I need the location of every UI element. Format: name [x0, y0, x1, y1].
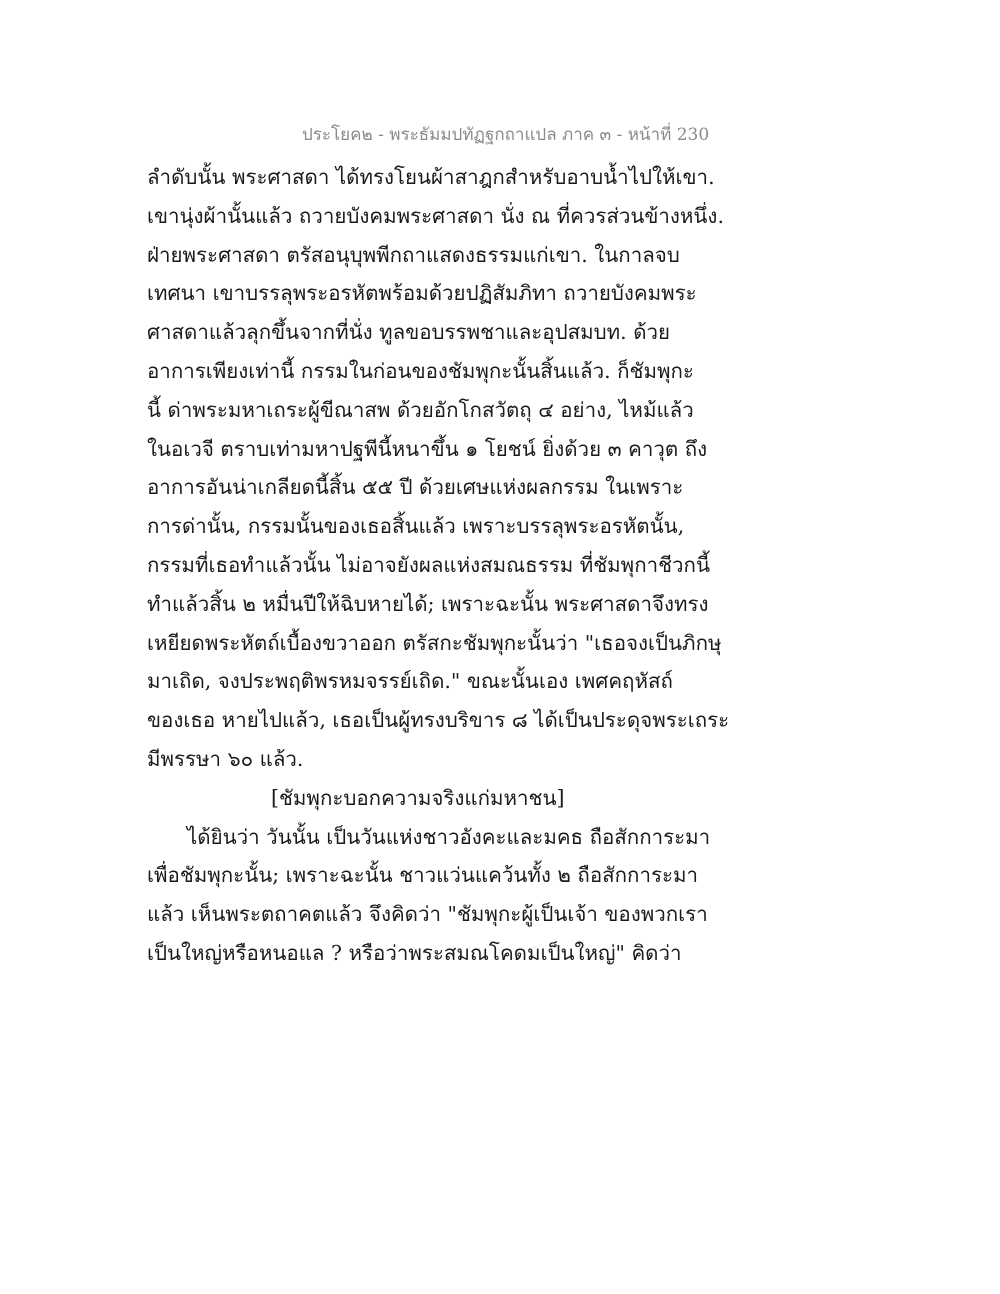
text-line: การด่านั้น, กรรมนั้นของเธอสิ้นแล้ว เพราะบรรลุพระอรหัตนั้น,	[147, 514, 685, 539]
text-line: ของเธอ หายไปแล้ว, เธอเป็นผู้ทรงบริขาร ๘ ได้เป็นประดุจพระเถระ	[147, 708, 730, 733]
section-heading: [ชัมพุกะบอกความจริงแก่มหาชน]	[271, 785, 565, 810]
text-line: เป็นใหญ่หรือหนอแล ? หรือว่าพระสมณโคดมเป็นใหญ่" คิดว่า	[147, 940, 682, 965]
body-text	[147, 158, 730, 973]
text-line: เพื่อชัมพุกะนั้น; เพราะฉะนั้น ชาวแว่นแคว้นทั้ง ๒ ถือสักการะมา	[147, 863, 699, 888]
text-line: ทำแล้วสิ้น ๒ หมื่นปีให้ฉิบหายได้; เพราะฉะนั้น พระศาสดาจึงทรง	[147, 591, 709, 616]
text-line: เหยียดพระหัตถ์เบื้องขวาออก ตรัสกะชัมพุกะนั้นว่า "เธอจงเป็นภิกษุ	[147, 630, 722, 655]
text-line: เทศนา เขาบรรลุพระอรหัตพร้อมด้วยปฏิสัมภิทา ถวายบังคมพระ	[147, 281, 697, 306]
text-line: อาการเพียงเท่านี้ กรรมในก่อนของชัมพุกะนั้นสิ้นแล้ว. ก็ชัมพุกะ	[147, 358, 694, 383]
text-line: นี้ ด่าพระมหาเถระผู้ขีณาสพ ด้วยอักโกสวัตถุ ๔ อย่าง, ไหม้แล้ว	[147, 397, 694, 422]
text-line: แล้ว เห็นพระตถาคตแล้ว จึงคิดว่า "ชัมพุกะผู้เป็นเจ้า ของพวกเรา	[147, 902, 708, 927]
text-line: ลำดับนั้น พระศาสดา ได้ทรงโยนผ้าสาฎกสำหรับอาบน้ำไปให้เขา.	[147, 165, 715, 189]
running-header: ประโยค๒ - พระธัมมปทัฏฐกถาแปล ภาค ๓ - หน้าที่ 230	[302, 125, 710, 145]
text-line: มาเถิด, จงประพฤติพรหมจรรย์เถิด." ขณะนั้นเอง เพศคฤหัสถ์	[147, 669, 673, 694]
text-line: กรรมที่เธอทำแล้วนั้น ไม่อาจยังผลแห่งสมณธรรม ที่ชัมพุกาชีวกนี้	[147, 552, 710, 577]
text-line: เขานุ่งผ้านั้นแล้ว ถวายบังคมพระศาสดา นั่ง ณ ที่ควรส่วนข้างหนึ่ง.	[147, 203, 724, 228]
text-line: ได้ยินว่า วันนั้น เป็นวันแห่งชาวอังคะและมคธ ถือสักการะมา	[187, 824, 711, 849]
text-line: ศาสดาแล้วลุกขึ้นจากที่นั่ง ทูลขอบรรพชาและอุปสมบท. ด้วย	[147, 320, 671, 345]
text-line: มีพรรษา ๖๐ แล้ว.	[147, 746, 304, 771]
text-line: ฝ่ายพระศาสดา ตรัสอนุบุพพีกถาแสดงธรรมแก่เขา. ในกาลจบ	[147, 242, 680, 267]
text-line: ในอเวจี ตราบเท่ามหาปฐพีนี้หนาขึ้น ๑ โยชน์ ยิ่งด้วย ๓ คาวุต ถึง	[147, 436, 708, 461]
text-line: อาการอันน่าเกลียดนี้สิ้น ๕๕ ปี ด้วยเศษแห่งผลกรรม ในเพราะ	[147, 475, 684, 500]
